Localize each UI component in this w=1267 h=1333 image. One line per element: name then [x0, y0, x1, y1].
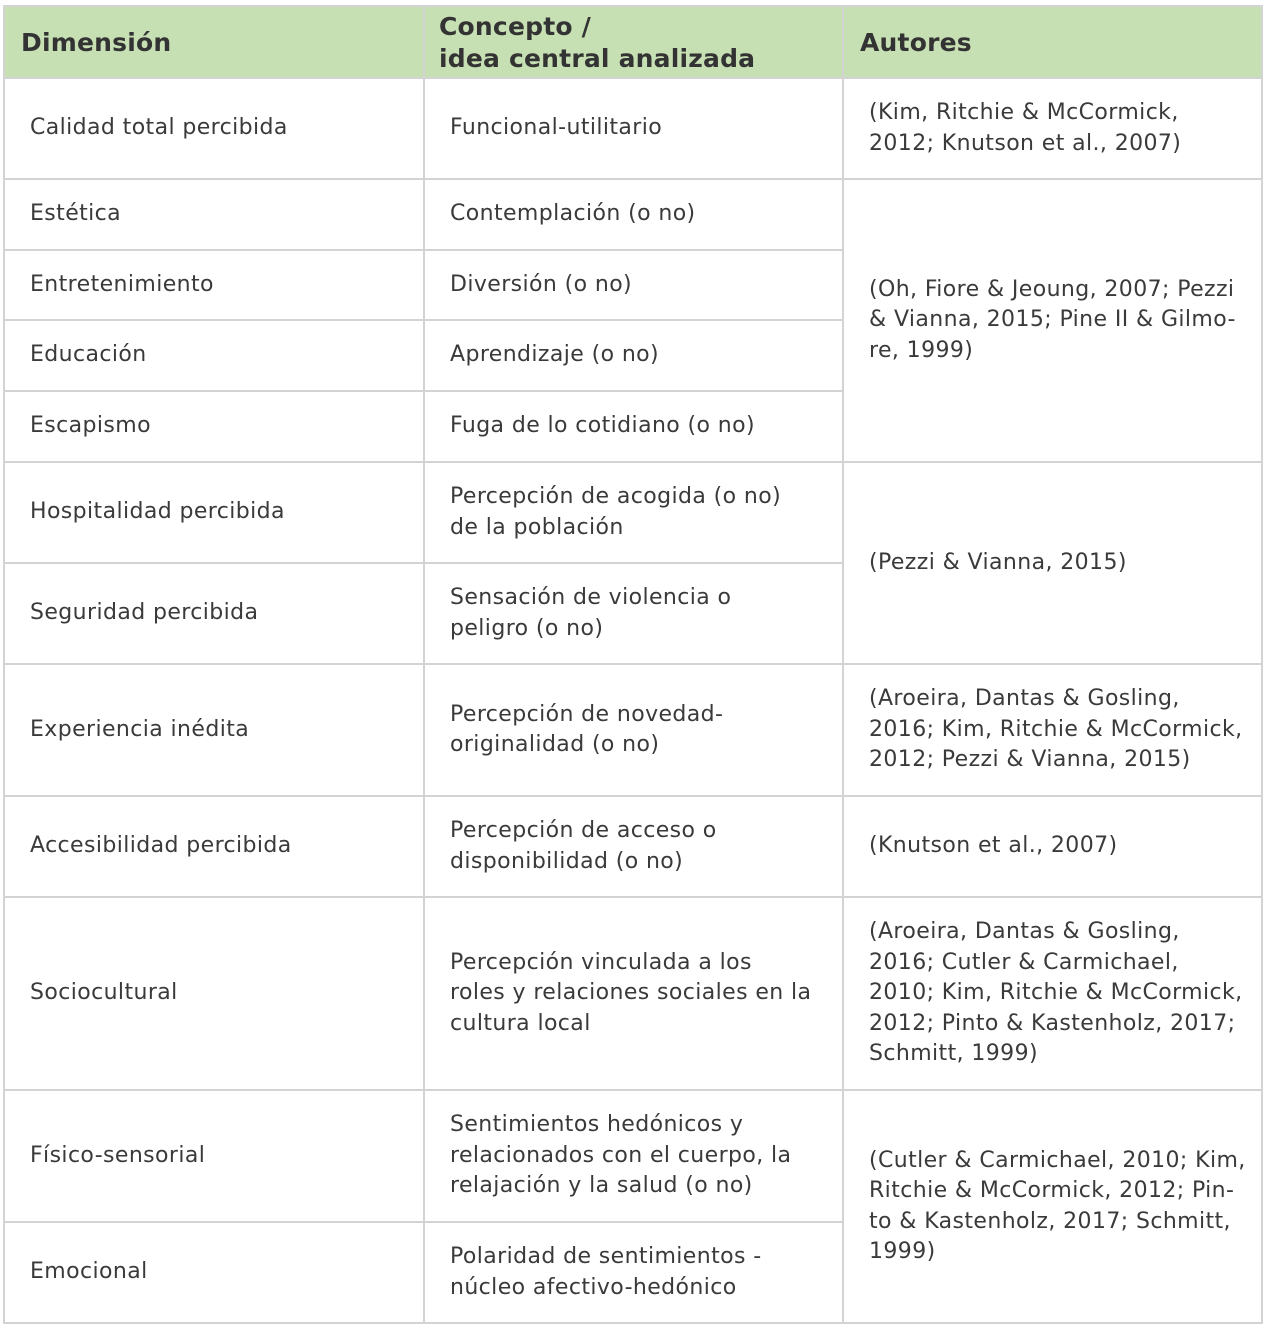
cell-dimension: Estética — [4, 179, 424, 250]
cell-dimension: Seguridad percibida — [4, 563, 424, 664]
cell-concepto: Sensación de violencia o peligro (o no) — [424, 563, 843, 664]
cell-dimension: Educación — [4, 320, 424, 391]
cell-concepto: Percepción de acogida (o no) de la población — [424, 462, 843, 563]
cell-dimension: Sociocultural — [4, 897, 424, 1090]
dimensions-table — [3, 5, 1263, 1324]
cell-autores: (Oh, Fiore & Jeoung, 2007; Pezzi & Vianna, 2015; Pine II & Gilmo- re, 1999) — [843, 179, 1262, 462]
table-row — [4, 897, 1262, 1090]
cell-dimension: Experiencia inédita — [4, 664, 424, 796]
cell-concepto: Polaridad de sentimientos - núcleo afectivo-hedónico — [424, 1222, 843, 1323]
table-row — [4, 664, 1262, 796]
cell-concepto: Percepción de acceso o disponibilidad (o no) — [424, 796, 843, 897]
table-row — [4, 78, 1262, 179]
cell-concepto: Sentimientos hedónicos y relacionados con el cuerpo, la relajación y la salud (o no) — [424, 1090, 843, 1222]
cell-autores: (Kim, Ritchie & McCormick, 2012; Knutson et al., 2007) — [843, 78, 1262, 179]
cell-dimension: Hospitalidad percibida — [4, 462, 424, 563]
header-autores: Autores — [843, 6, 1262, 78]
table-row — [4, 462, 1262, 563]
cell-concepto: Percepción de novedad- originalidad (o no) — [424, 664, 843, 796]
cell-dimension: Emocional — [4, 1222, 424, 1323]
cell-dimension: Accesibilidad percibida — [4, 796, 424, 897]
cell-concepto: Fuga de lo cotidiano (o no) — [424, 391, 843, 462]
cell-autores: (Aroeira, Dantas & Gosling, 2016; Cutler & Carmichael, 2010; Kim, Ritchie & McCormick, 2012; Pinto & Kastenholz, 2017; Schmitt, 1999) — [843, 897, 1262, 1090]
cell-concepto: Funcional-utilitario — [424, 78, 843, 179]
cell-concepto: Aprendizaje (o no) — [424, 320, 843, 391]
table-row — [4, 796, 1262, 897]
cell-concepto: Contemplación (o no) — [424, 179, 843, 250]
cell-autores: (Pezzi & Vianna, 2015) — [843, 462, 1262, 664]
cell-dimension: Escapismo — [4, 391, 424, 462]
cell-dimension: Calidad total percibida — [4, 78, 424, 179]
cell-autores: (Aroeira, Dantas & Gosling, 2016; Kim, Ritchie & McCormick, 2012; Pezzi & Vianna, 2015) — [843, 664, 1262, 796]
table-row — [4, 179, 1262, 250]
cell-concepto: Percepción vinculada a los roles y relaciones sociales en la cultura local — [424, 897, 843, 1090]
header-concepto: Concepto / idea central analizada — [424, 6, 843, 78]
cell-dimension: Entretenimiento — [4, 250, 424, 320]
cell-autores: (Knutson et al., 2007) — [843, 796, 1262, 897]
cell-concepto: Diversión (o no) — [424, 250, 843, 320]
cell-autores: (Cutler & Carmichael, 2010; Kim, Ritchie & McCormick, 2012; Pin- to & Kastenholz, 2017; Schmitt, 1999) — [843, 1090, 1262, 1323]
header-row — [4, 6, 1262, 78]
cell-dimension: Físico-sensorial — [4, 1090, 424, 1222]
table-row — [4, 1090, 1262, 1222]
header-dimension: Dimensión — [4, 6, 424, 78]
